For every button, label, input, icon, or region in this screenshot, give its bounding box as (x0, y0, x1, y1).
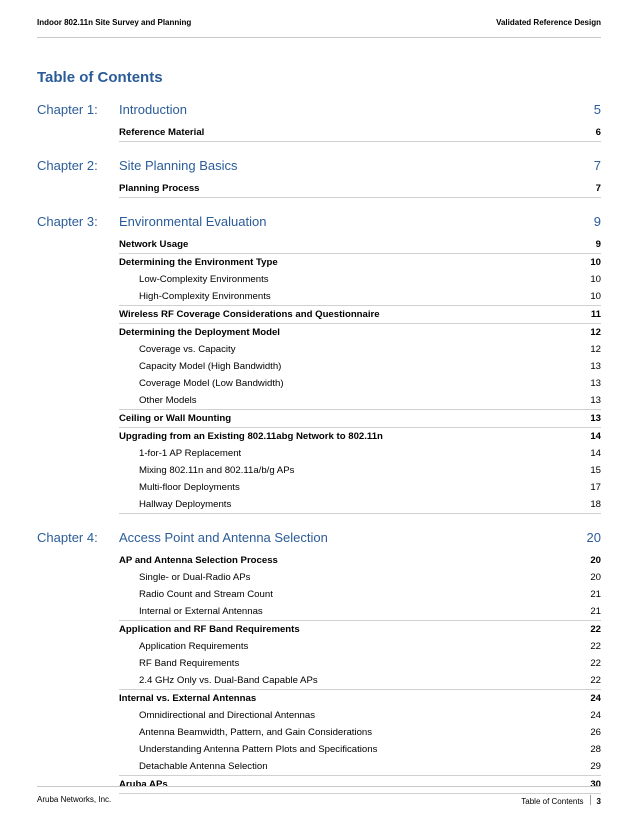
entry-page-number: 10 (590, 274, 601, 285)
chapter-title: Introduction (119, 102, 187, 117)
toc-subsection-link[interactable] (119, 445, 601, 462)
entry-page-number: 13 (590, 395, 601, 406)
entry-title: Single- or Dual-Radio APs (139, 572, 251, 583)
toc-section-link[interactable] (119, 180, 601, 198)
footer-divider (37, 786, 601, 787)
entry-title: Capacity Model (High Bandwidth) (139, 361, 282, 372)
toc-subsection-link[interactable] (119, 724, 601, 741)
chapter-page-number: 7 (593, 158, 601, 173)
footer-separator (590, 795, 591, 805)
chapter-heading-link[interactable] (37, 528, 601, 548)
entry-title: Application and RF Band Requirements (119, 624, 300, 635)
toc-subsection-link[interactable] (119, 392, 601, 410)
header-divider (37, 37, 601, 38)
footer-section-info (521, 795, 601, 806)
toc-section-link[interactable] (119, 306, 601, 324)
entry-page-number: 13 (590, 361, 601, 372)
toc-section-link[interactable] (119, 690, 601, 707)
entry-title: Planning Process (119, 183, 200, 194)
toc-subsection-link[interactable] (119, 741, 601, 758)
toc-subsection-link[interactable] (119, 638, 601, 655)
chapter-number: Chapter 4: (37, 530, 98, 545)
toc-subsection-link[interactable] (119, 707, 601, 724)
entry-title: Internal vs. External Antennas (119, 693, 257, 704)
toc-subsection-link[interactable] (119, 341, 601, 358)
toc-subsection-link[interactable] (119, 288, 601, 306)
entry-page-number: 24 (590, 710, 601, 721)
entry-title: High-Complexity Environments (139, 291, 271, 302)
entry-title: Antenna Beamwidth, Pattern, and Gain Considerations (139, 727, 373, 738)
toc-subsection-link[interactable] (119, 586, 601, 603)
entry-page-number: 7 (595, 183, 601, 194)
toc-section-link[interactable] (119, 552, 601, 569)
entry-page-number: 14 (590, 448, 601, 459)
entry-title: Wireless RF Coverage Considerations and Questionnaire (119, 309, 380, 320)
toc-section-link[interactable] (119, 254, 601, 271)
toc-chapter (37, 156, 601, 198)
entry-title: Coverage Model (Low Bandwidth) (139, 378, 284, 389)
toc-section-link[interactable] (119, 428, 601, 445)
toc-section-link[interactable] (119, 621, 601, 638)
entry-title: Understanding Antenna Pattern Plots and Specifications (139, 744, 378, 755)
toc-subsection-link[interactable] (119, 462, 601, 479)
toc-section-link[interactable] (119, 324, 601, 341)
footer-page-number: 3 (596, 797, 601, 806)
entry-title: Application Requirements (139, 641, 249, 652)
toc-chapter (37, 528, 601, 794)
entry-page-number: 10 (590, 291, 601, 302)
entry-title: Determining the Environment Type (119, 257, 278, 268)
entry-title: Network Usage (119, 239, 189, 250)
chapter-title: Environmental Evaluation (119, 214, 267, 229)
entry-page-number: 20 (590, 555, 601, 566)
entry-title: Determining the Deployment Model (119, 327, 280, 338)
footer-company: Aruba Networks, Inc. (37, 795, 112, 804)
entry-page-number: 30 (590, 779, 601, 790)
entry-page-number: 15 (590, 465, 601, 476)
chapter-page-number: 9 (593, 214, 601, 229)
entry-page-number: 13 (590, 378, 601, 389)
entry-page-number: 24 (590, 693, 601, 704)
toc-section-link[interactable] (119, 124, 601, 142)
toc-subsection-link[interactable] (119, 375, 601, 392)
chapter-heading-link[interactable] (37, 212, 601, 232)
footer-section-name: Table of Contents (521, 797, 584, 806)
page-header (37, 18, 601, 30)
entry-page-number: 11 (590, 309, 601, 320)
entry-page-number: 22 (590, 675, 601, 686)
entry-page-number: 29 (590, 761, 601, 772)
entry-page-number: 22 (590, 641, 601, 652)
entry-title: AP and Antenna Selection Process (119, 555, 278, 566)
chapter-heading-link[interactable] (37, 156, 601, 176)
chapter-title: Site Planning Basics (119, 158, 238, 173)
toc-chapter (37, 100, 601, 142)
chapter-entry-list (119, 124, 601, 142)
entry-page-number: 21 (590, 606, 601, 617)
chapter-entry-list (119, 552, 601, 794)
toc-subsection-link[interactable] (119, 496, 601, 514)
entry-title: Ceiling or Wall Mounting (119, 413, 232, 424)
entry-title: Hallway Deployments (139, 499, 232, 510)
entry-page-number: 28 (590, 744, 601, 755)
entry-page-number: 13 (590, 413, 601, 424)
entry-page-number: 22 (590, 658, 601, 669)
header-document-title: Indoor 802.11n Site Survey and Planning (37, 18, 192, 27)
entry-page-number: 20 (590, 572, 601, 583)
page-footer (37, 795, 601, 807)
toc-section-link[interactable] (119, 410, 601, 428)
entry-title: Reference Material (119, 127, 205, 138)
entry-page-number: 12 (590, 327, 601, 338)
entry-title: 2.4 GHz Only vs. Dual-Band Capable APs (139, 675, 318, 686)
chapter-page-number: 5 (593, 102, 601, 117)
entry-title: Aruba APs (119, 779, 168, 790)
entry-title: Detachable Antenna Selection (139, 761, 268, 772)
entry-title: Multi-floor Deployments (139, 482, 240, 493)
toc-subsection-link[interactable] (119, 603, 601, 621)
entry-page-number: 18 (590, 499, 601, 510)
entry-title: Other Models (139, 395, 197, 406)
entry-page-number: 21 (590, 589, 601, 600)
entry-page-number: 14 (590, 431, 601, 442)
chapter-page-number: 20 (586, 530, 601, 545)
chapter-heading-link[interactable] (37, 100, 601, 120)
entry-title: Omnidirectional and Directional Antennas (139, 710, 315, 721)
entry-page-number: 17 (590, 482, 601, 493)
entry-title: Mixing 802.11n and 802.11a/b/g APs (139, 465, 295, 476)
toc-subsection-link[interactable] (119, 271, 601, 288)
toc-subsection-link[interactable] (119, 358, 601, 375)
entry-page-number: 10 (590, 257, 601, 268)
entry-title: Coverage vs. Capacity (139, 344, 236, 355)
chapter-title: Access Point and Antenna Selection (119, 530, 328, 545)
chapter-number: Chapter 3: (37, 214, 98, 229)
page-title: Table of Contents (37, 69, 163, 86)
toc-section-link[interactable] (119, 236, 601, 254)
entry-page-number: 12 (590, 344, 601, 355)
chapter-number: Chapter 1: (37, 102, 98, 117)
table-of-contents (37, 100, 601, 794)
toc-subsection-link[interactable] (119, 655, 601, 672)
header-document-type: Validated Reference Design (496, 18, 601, 27)
entry-title: Internal or External Antennas (139, 606, 263, 617)
entry-title: Low-Complexity Environments (139, 274, 269, 285)
entry-title: RF Band Requirements (139, 658, 240, 669)
chapter-entry-list (119, 236, 601, 514)
chapter-entry-list (119, 180, 601, 198)
chapter-number: Chapter 2: (37, 158, 98, 173)
toc-subsection-link[interactable] (119, 758, 601, 776)
toc-chapter (37, 212, 601, 514)
toc-subsection-link[interactable] (119, 672, 601, 690)
toc-subsection-link[interactable] (119, 569, 601, 586)
toc-section-link[interactable] (119, 776, 601, 794)
entry-page-number: 26 (590, 727, 601, 738)
entry-title: Radio Count and Stream Count (139, 589, 273, 600)
entry-page-number: 6 (595, 127, 601, 138)
entry-title: Upgrading from an Existing 802.11abg Network to 802.11n (119, 431, 383, 442)
entry-page-number: 9 (595, 239, 601, 250)
entry-title: 1-for-1 AP Replacement (139, 448, 242, 459)
toc-subsection-link[interactable] (119, 479, 601, 496)
entry-page-number: 22 (590, 624, 601, 635)
